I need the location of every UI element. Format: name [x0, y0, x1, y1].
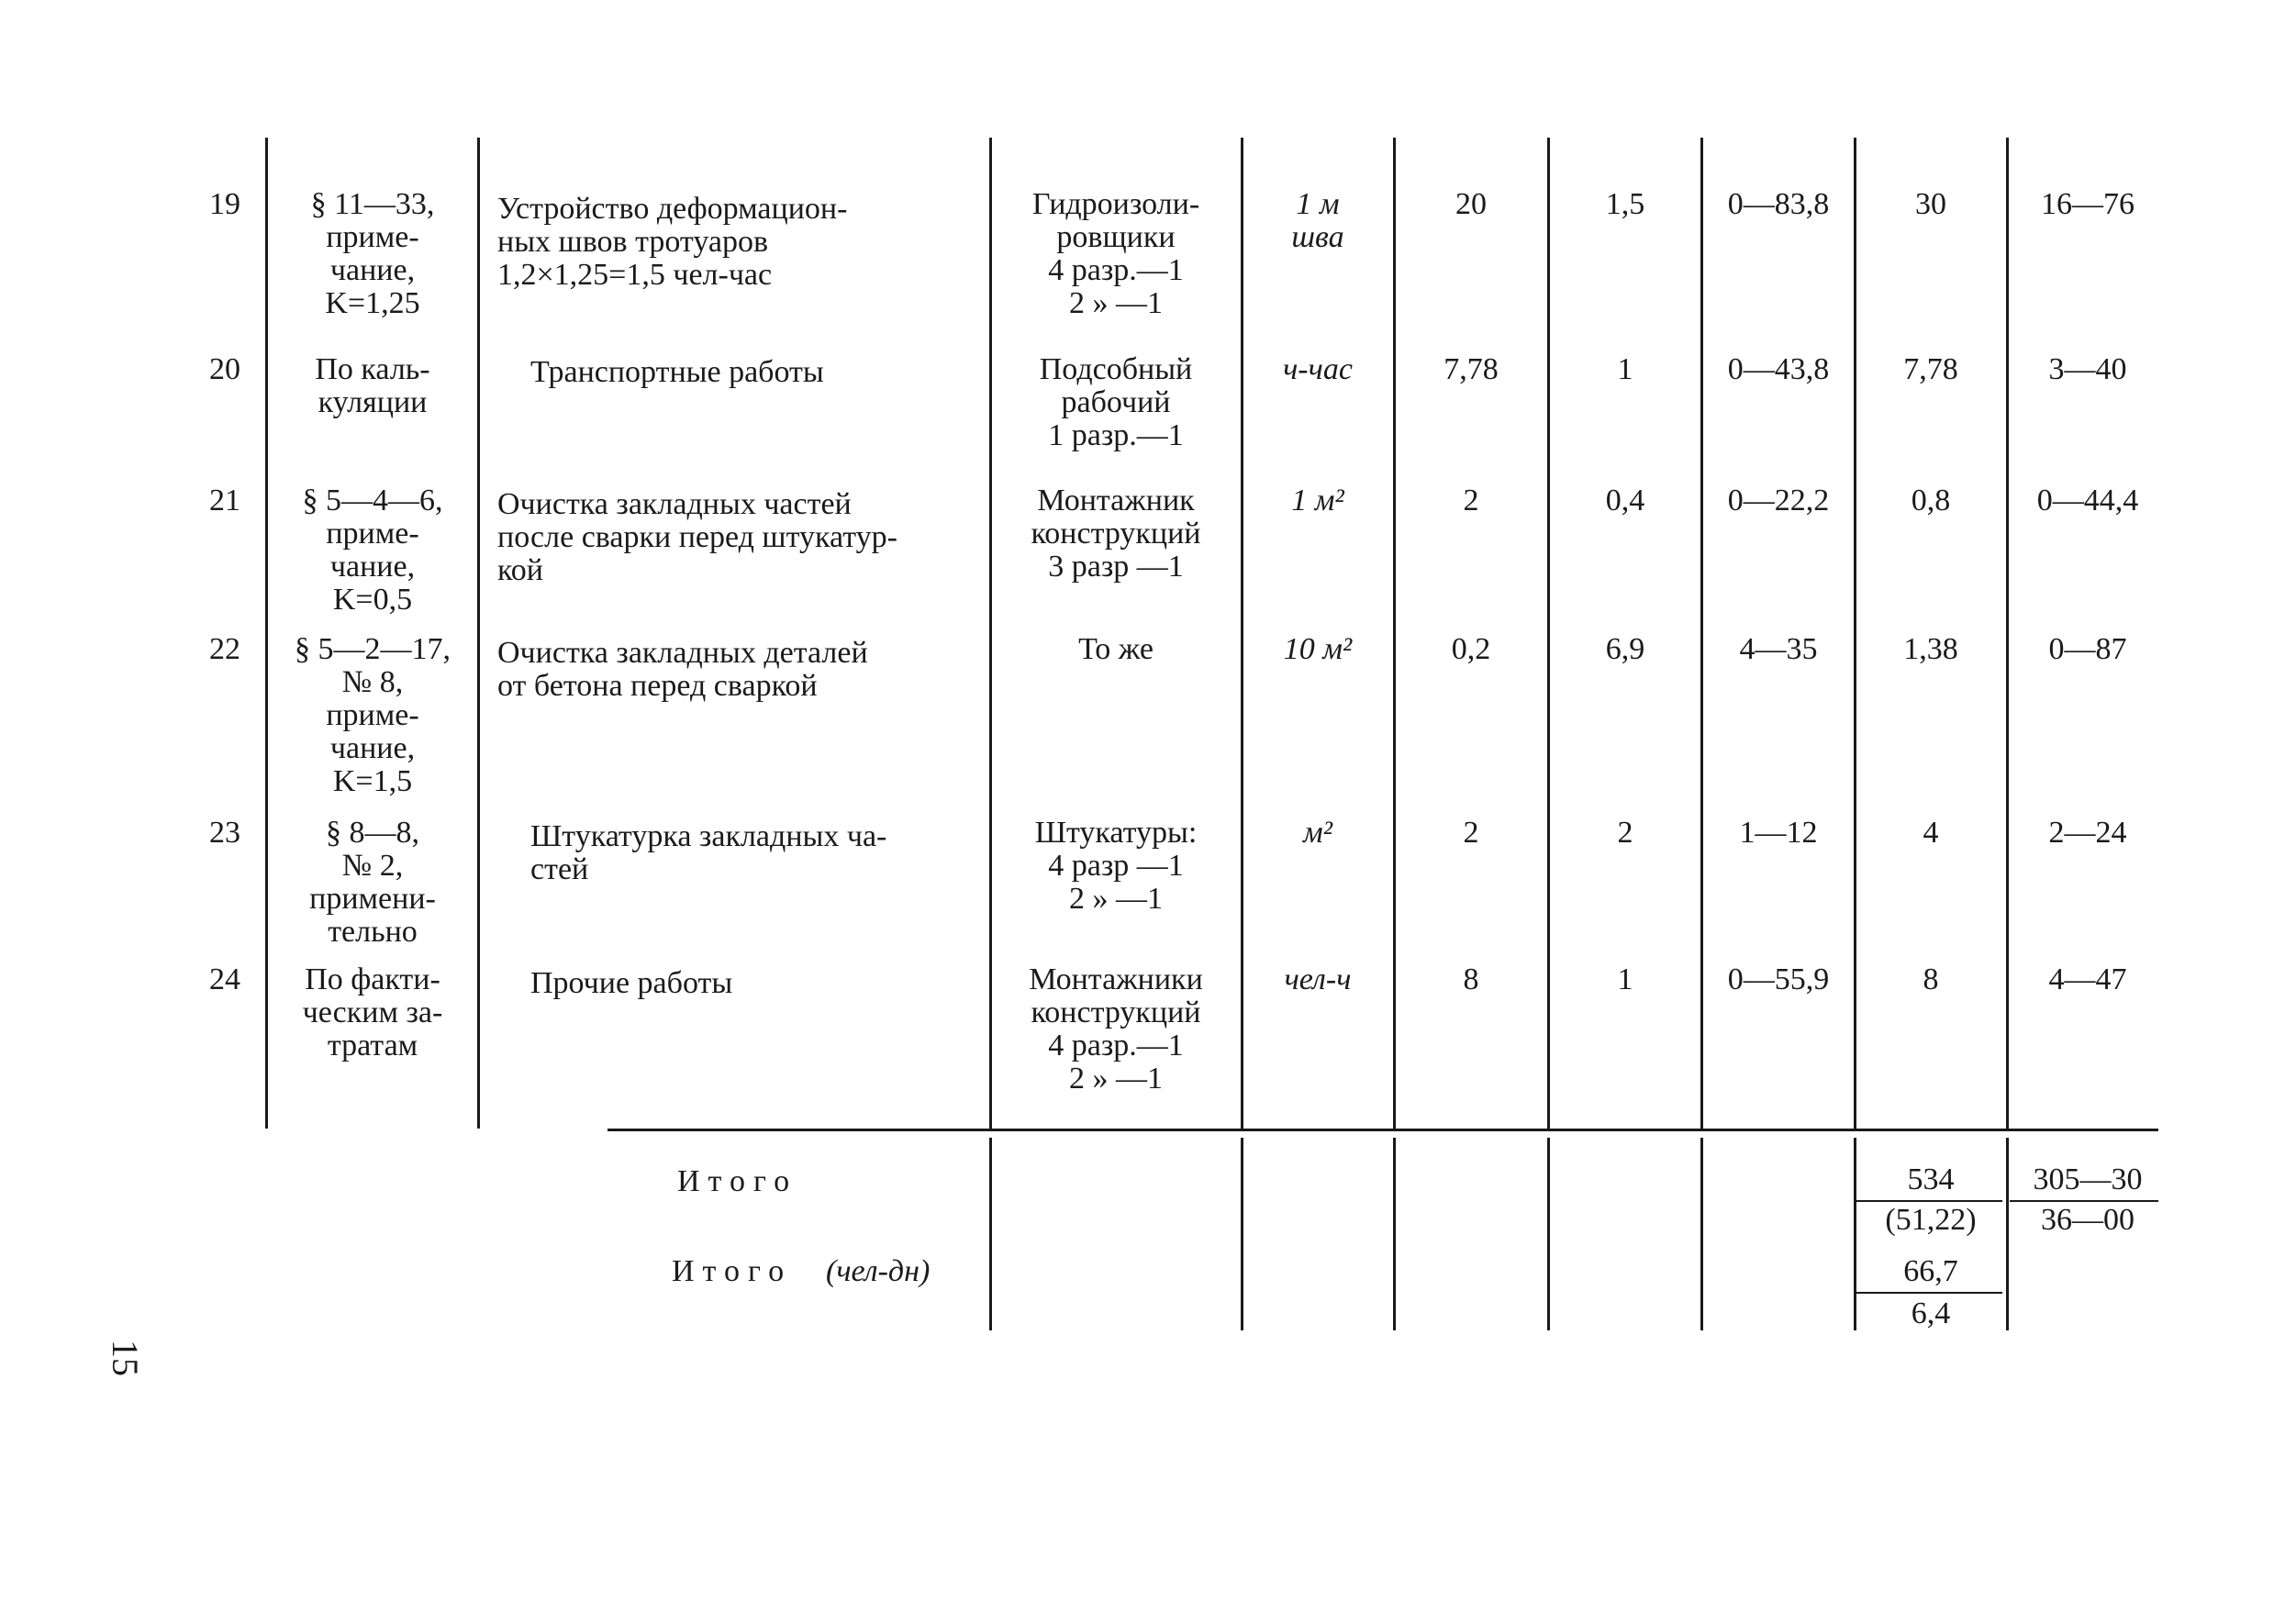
- wage-cost: 3—40: [2048, 352, 2127, 386]
- time-norm: 1,5: [1605, 187, 1645, 221]
- time-norm: 6,9: [1605, 632, 1645, 666]
- labor-cost: 30: [1915, 187, 1946, 221]
- work-description: Транспортные работы: [530, 355, 824, 389]
- wage-cost: 4—47: [2048, 962, 2127, 996]
- total-cost: 305—30: [2033, 1162, 2143, 1196]
- total-labor-days-sub: 6,4: [1911, 1296, 1951, 1330]
- unit-of-measure: чел-ч: [1284, 962, 1352, 996]
- rate: 0—55,9: [1727, 962, 1830, 996]
- norm-reference: § 11—33, приме- чание, K=1,25: [310, 187, 435, 320]
- total-label: Итого: [677, 1164, 798, 1198]
- wage-cost: 0—44,4: [2036, 484, 2139, 517]
- column-rule: [2006, 1138, 2009, 1330]
- unit-of-measure: 10 м²: [1283, 632, 1353, 666]
- unit-of-measure: м²: [1303, 816, 1332, 850]
- column-rule: [989, 138, 992, 1129]
- column-rule: [1854, 138, 1856, 1129]
- wage-cost: 16—76: [2041, 187, 2135, 221]
- total-labor: 534: [1907, 1162, 1955, 1196]
- rate: 4—35: [1739, 632, 1818, 666]
- row-number: 24: [209, 962, 240, 996]
- rate: 0—43,8: [1727, 352, 1830, 386]
- total-labor-sub: (51,22): [1885, 1203, 1977, 1237]
- column-rule: [989, 1138, 992, 1330]
- column-rule: [1393, 1138, 1396, 1330]
- column-rule: [2006, 138, 2009, 1129]
- unit-of-measure: 1 м шва: [1291, 187, 1344, 254]
- column-rule: [1241, 138, 1243, 1129]
- wage-cost: 0—87: [2048, 632, 2127, 666]
- row-number: 23: [209, 816, 240, 850]
- row-number: 21: [209, 484, 240, 517]
- total-days-label: Итого: [672, 1254, 793, 1288]
- norm-reference: § 5—4—6, приме- чание, K=0,5: [302, 484, 443, 617]
- rate: 0—22,2: [1727, 484, 1830, 517]
- worker-composition: Монтажники конструкций 4 разр.—1 2 » —1: [1029, 962, 1203, 1096]
- total-days-unit: (чел-дн): [826, 1254, 931, 1288]
- work-volume: 2: [1463, 816, 1479, 850]
- time-norm: 2: [1617, 816, 1633, 850]
- rate: 0—83,8: [1727, 187, 1830, 221]
- row-number: 22: [209, 632, 240, 666]
- rate: 1—12: [1739, 816, 1818, 850]
- work-description: Прочие работы: [530, 966, 733, 1000]
- total-cost-sub: 36—00: [2041, 1203, 2135, 1237]
- totals-top-rule: [607, 1129, 2158, 1131]
- time-norm: 1: [1617, 962, 1633, 996]
- cost-fraction-rule: [2010, 1200, 2158, 1202]
- labor-fraction-rule: [1856, 1200, 2002, 1202]
- column-rule: [1854, 1138, 1856, 1330]
- total-labor-days: 66,7: [1903, 1254, 1958, 1288]
- labor-cost: 4: [1923, 816, 1939, 850]
- norm-reference: § 8—8, № 2, примени- тельно: [309, 816, 436, 949]
- unit-of-measure: ч-час: [1283, 352, 1353, 386]
- work-description: Штукатурка закладных ча- стей: [530, 819, 887, 886]
- work-description: Очистка закладных деталей от бетона перед сваркой: [497, 636, 868, 703]
- labor-cost: 1,38: [1903, 632, 1958, 666]
- column-rule: [1547, 138, 1550, 1129]
- column-rule: [1393, 138, 1396, 1129]
- column-rule: [1241, 1138, 1243, 1330]
- norm-reference: § 5—2—17, № 8, приме- чание, K=1,5: [295, 632, 451, 798]
- labor-cost: 8: [1923, 962, 1939, 996]
- work-volume: 7,78: [1443, 352, 1499, 386]
- norm-reference: По каль- куляции: [315, 352, 430, 419]
- work-description: Очистка закладных частей после сварки перед штукатур- кой: [497, 487, 897, 587]
- time-norm: 1: [1617, 352, 1633, 386]
- row-number: 19: [209, 187, 240, 221]
- labor-days-fraction-rule: [1856, 1292, 2002, 1294]
- wage-cost: 2—24: [2048, 816, 2127, 850]
- labor-cost: 0,8: [1911, 484, 1951, 517]
- worker-composition: То же: [1078, 632, 1154, 666]
- column-rule: [477, 138, 480, 1129]
- row-number: 20: [209, 352, 240, 386]
- work-volume: 0,2: [1451, 632, 1491, 666]
- worker-composition: Подсобный рабочий 1 разр.—1: [1039, 352, 1193, 452]
- norm-reference: По факти- ческим за- тратам: [302, 962, 443, 1062]
- work-volume: 2: [1463, 484, 1479, 517]
- work-description: Устройство деформацион- ных швов тротуаров 1,2×1,25=1,5 чел-час: [497, 192, 848, 292]
- worker-composition: Монтажник конструкций 3 разр —1: [1031, 484, 1201, 584]
- work-volume: 8: [1463, 962, 1479, 996]
- worker-composition: Штукатуры: 4 разр —1 2 » —1: [1034, 816, 1198, 916]
- column-rule: [1700, 138, 1703, 1129]
- unit-of-measure: 1 м²: [1291, 484, 1344, 517]
- column-rule: [1547, 1138, 1550, 1330]
- page-number: 15: [105, 1340, 146, 1376]
- column-rule: [1700, 1138, 1703, 1330]
- work-volume: 20: [1455, 187, 1487, 221]
- worker-composition: Гидроизоли- ровщики 4 разр.—1 2 » —1: [1031, 187, 1200, 320]
- labor-cost: 7,78: [1903, 352, 1958, 386]
- time-norm: 0,4: [1605, 484, 1645, 517]
